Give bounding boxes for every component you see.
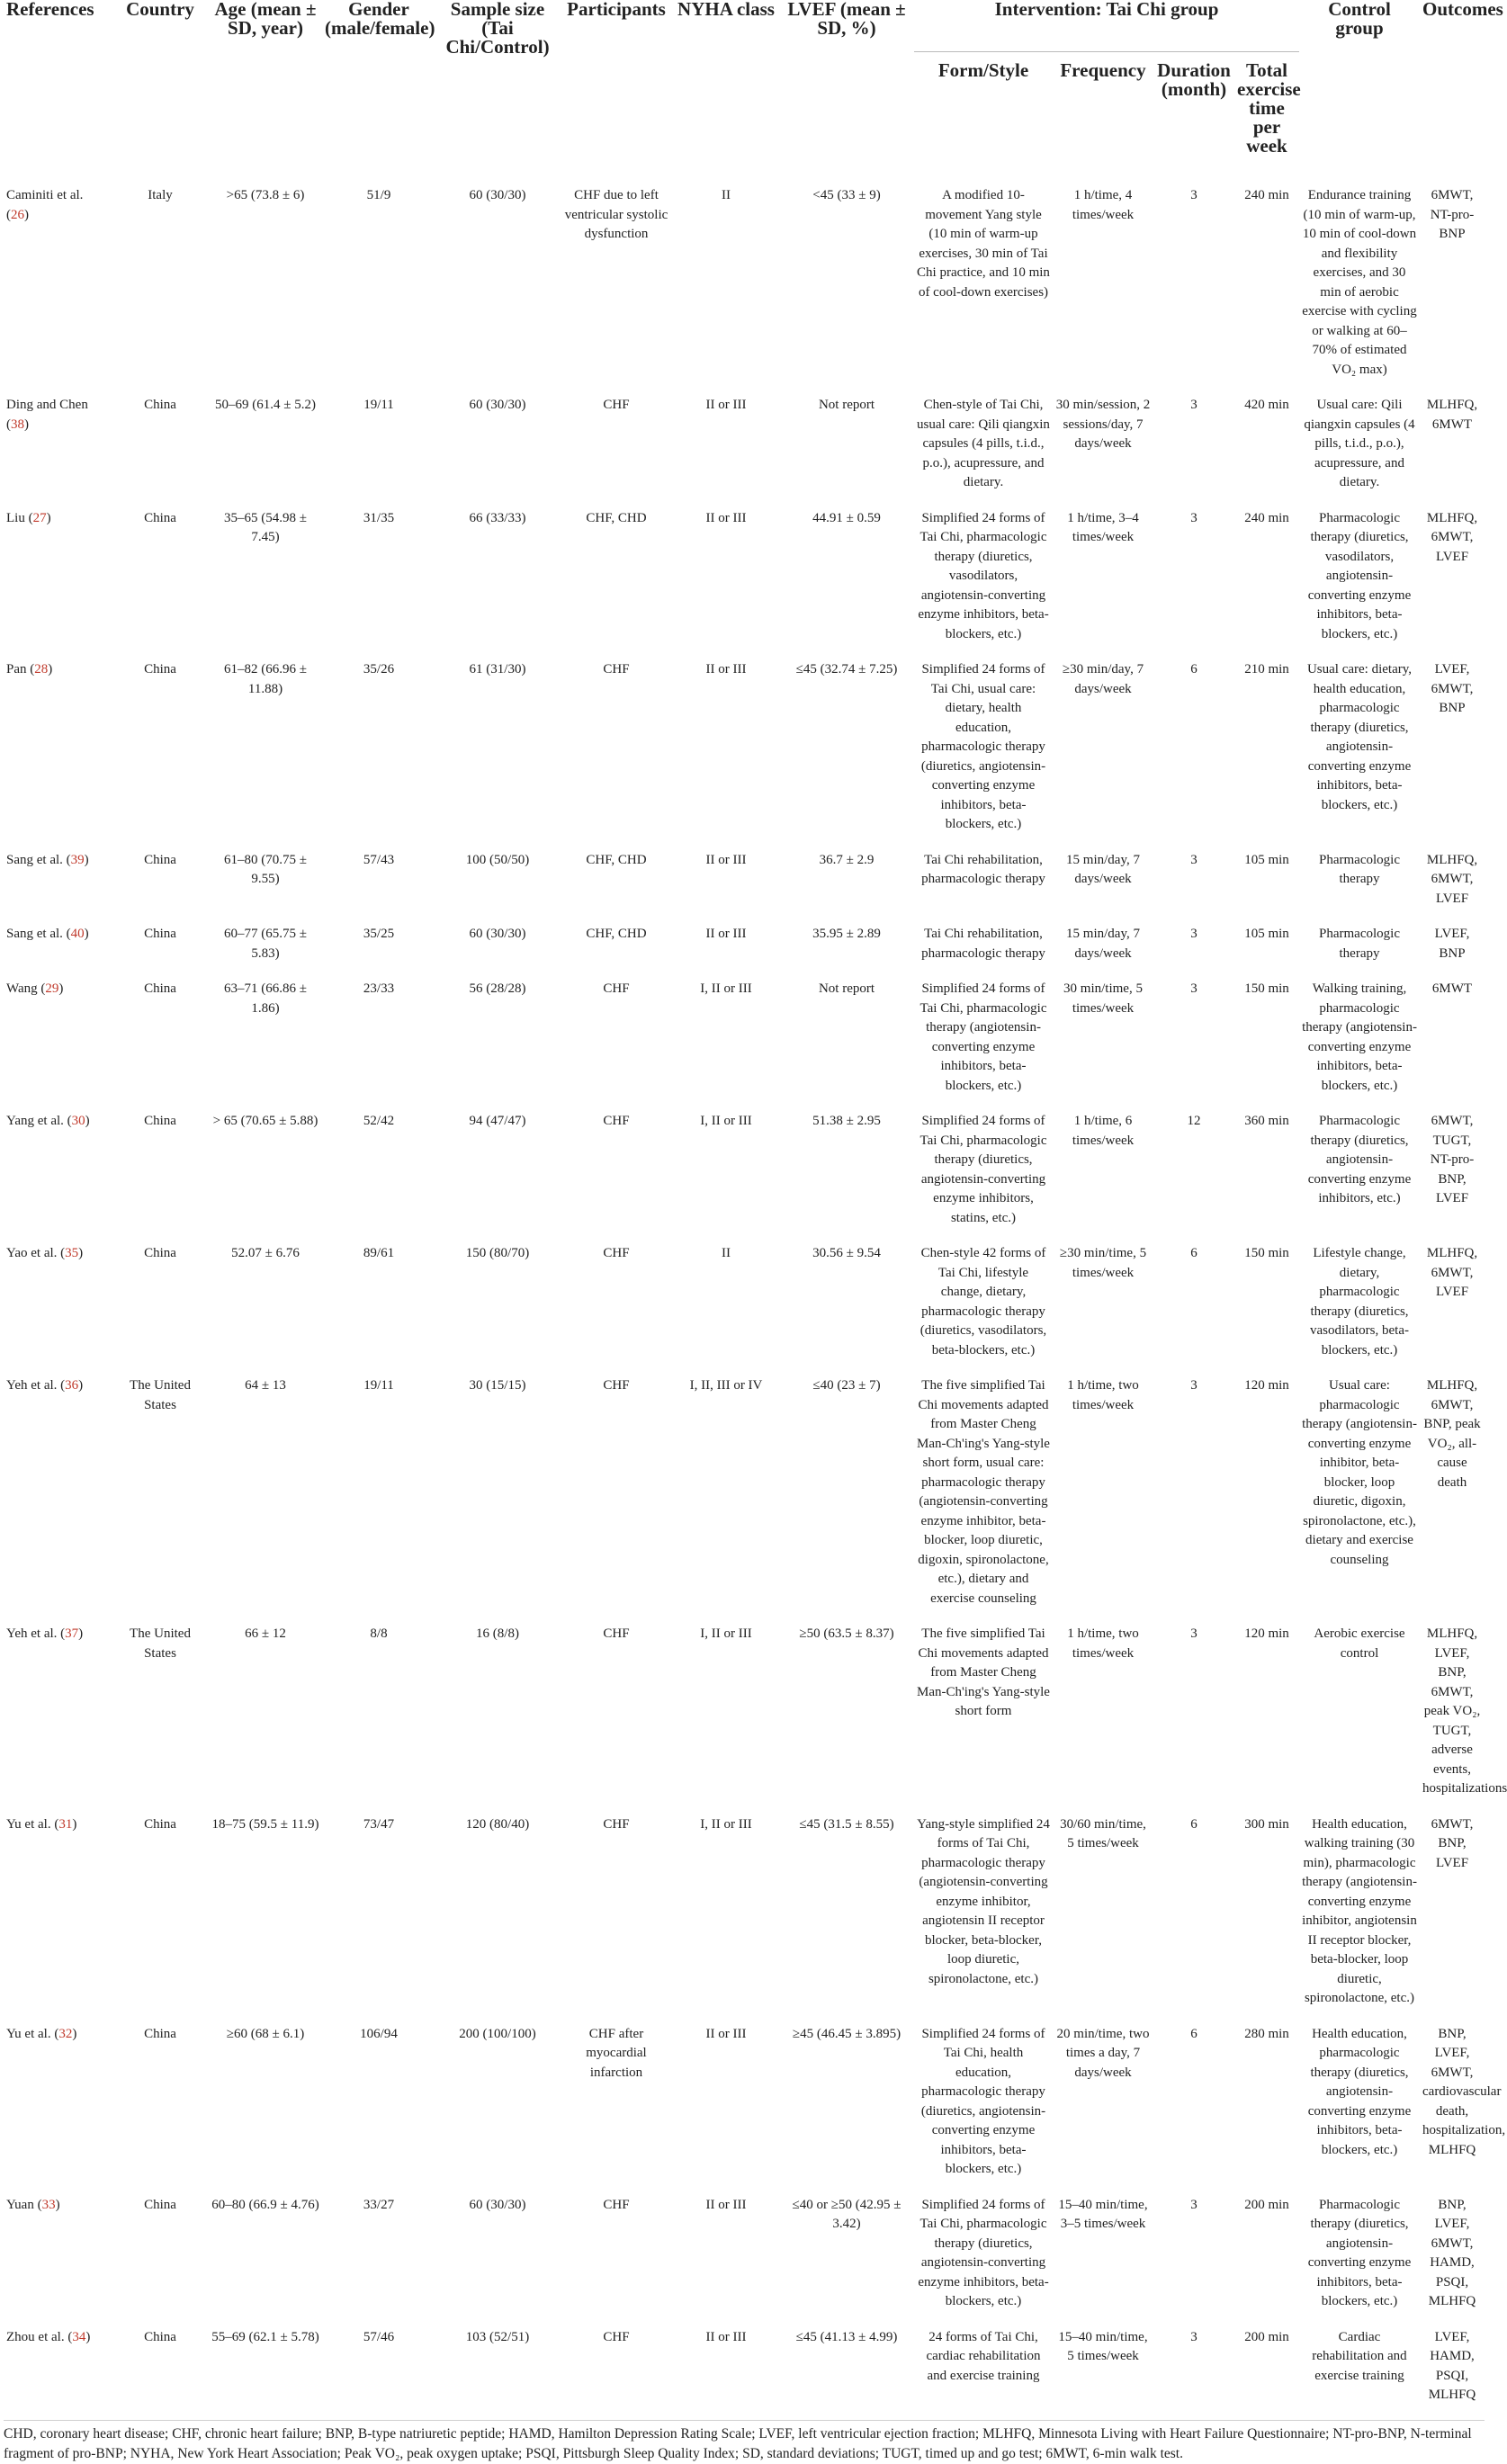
participants-cell: CHF (603, 662, 630, 676)
reference-number-link[interactable]: 34 (72, 2329, 86, 2344)
gender-cell: 19/11 (363, 1378, 394, 1393)
age-cell: 60–80 (66.9 ± 4.76) (211, 2197, 319, 2212)
control-group-cell: Lifestyle change, dietary, pharmacologic therapy (diuretics, vasodilators, beta-blockers, etc.) (1310, 1246, 1409, 1357)
age-cell: 66 ± 12 (245, 1626, 286, 1641)
form-style-cell: 24 forms of Tai Chi, cardiac rehabilitation and exercise training (926, 2329, 1041, 2383)
reference-cell: Yeh et al. (36) (6, 1378, 84, 1393)
header-intervention: Intervention: Tai Chi group (914, 0, 1299, 52)
age-cell: 60–77 (65.75 ± 5.83) (224, 927, 307, 961)
total-time-cell: 240 min (1244, 188, 1289, 202)
duration-cell: 3 (1190, 1626, 1198, 1641)
participants-cell: CHF (603, 398, 630, 412)
frequency-cell: 1 h/time, 3–4 times/week (1067, 510, 1139, 544)
sample-size-cell: 56 (28/28) (469, 981, 526, 996)
country-cell: China (144, 510, 176, 525)
sample-size-cell: 103 (52/51) (465, 2329, 530, 2344)
sample-size-cell: 16 (8/8) (476, 1626, 519, 1641)
nyha-cell: I, II, III or IV (689, 1378, 763, 1393)
table-row (4, 651, 1485, 842)
country-cell: China (144, 2197, 176, 2212)
reference-name: Yao et al. (6, 1246, 58, 1260)
age-cell: 18–75 (59.5 ± 11.9) (211, 1816, 319, 1832)
form-style-cell: A modified 10-movement Yang style (10 min of warm-up exercises, 30 min of Tai Chi practice, and 10 min of cool-down exercises) (917, 188, 1050, 300)
table-row (4, 971, 1485, 1103)
nyha-cell: II or III (705, 2329, 747, 2344)
nyha-cell: I, II or III (700, 1114, 752, 1128)
reference-cell: Sang et al. (39) (6, 852, 89, 867)
gender-cell: 23/33 (363, 981, 395, 996)
age-cell: 63–71 (66.86 ± 1.86) (224, 981, 307, 1016)
frequency-cell: 20 min/time, two times a day, 7 days/week (1056, 2026, 1150, 2080)
participants-cell: CHF (603, 1378, 630, 1393)
header-duration: Duration (month) (1157, 59, 1231, 100)
frequency-cell: 30 min/time, 5 times/week (1063, 981, 1143, 1016)
table-footnote: CHD, coronary heart disease; CHF, chronic heart failure; BNP, B-type natriuretic peptide; HAMD, Hamilton Depression Rating Scale; LVEF, left ventricular ejection fraction; MLHFQ, Minnesota Living with Heart Failure Questionnaire; NT-pro-BNP, N-terminal fragment of pro-BNP; NYHA, New York Heart Association; Peak VO₂, peak oxygen uptake; PSQI, Pittsburgh Sleep Quality Index; SD, standard deviations; TUGT, timed up and go test; 6MWT, 6-min walk test. (4, 2420, 1485, 2464)
participants-cell: CHF (603, 1626, 630, 1641)
frequency-cell: ≥30 min/day, 7 days/week (1062, 662, 1144, 696)
total-time-cell: 210 min (1244, 662, 1289, 676)
outcomes-cell: 6MWT, BNP, LVEF (1431, 1816, 1474, 1870)
country-cell: China (144, 1114, 176, 1128)
reference-number-link[interactable]: 29 (45, 981, 59, 996)
table-row (4, 916, 1485, 971)
gender-cell: 33/27 (363, 2197, 395, 2212)
sample-size-cell: 100 (50/50) (465, 852, 530, 867)
table-row (4, 1235, 1485, 1367)
outcomes-cell: LVEF, 6MWT, BNP (1431, 662, 1474, 715)
duration-cell: 3 (1190, 981, 1198, 996)
lvef-cell: Not report (818, 981, 875, 996)
header-references: References (6, 0, 94, 20)
nyha-cell: I, II or III (700, 1626, 752, 1641)
frequency-cell: 30 min/session, 2 sessions/day, 7 days/week (1055, 398, 1151, 451)
participants-cell: CHF (603, 2329, 630, 2344)
frequency-cell: 1 h/time, two times/week (1067, 1378, 1139, 1412)
country-cell: China (144, 1246, 176, 1260)
duration-cell: 3 (1190, 2329, 1198, 2344)
reference-name: Pan (6, 662, 27, 676)
nyha-cell: II or III (705, 852, 747, 867)
header-total-time: Total exercise time per week (1237, 59, 1301, 157)
lvef-cell: 36.7 ± 2.9 (819, 852, 875, 867)
reference-number-link[interactable]: 30 (71, 1114, 85, 1128)
form-style-cell: The five simplified Tai Chi movements adapted from Master Cheng Man-Ch'ing's Yang-style short form (917, 1626, 1050, 1718)
header-form-style: Form/Style (937, 59, 1029, 81)
gender-cell: 89/61 (363, 1246, 395, 1260)
gender-cell: 73/47 (363, 1816, 395, 1832)
frequency-cell: 15 min/day, 7 days/week (1066, 927, 1140, 961)
reference-name: Yuan (6, 2197, 34, 2212)
reference-cell: Yu et al. (32) (6, 2026, 77, 2041)
gender-cell: 31/35 (363, 510, 395, 525)
frequency-cell: ≥30 min/time, 5 times/week (1059, 1246, 1147, 1280)
participants-cell: CHF (603, 981, 630, 996)
country-cell: China (144, 852, 176, 867)
gender-cell: 106/94 (360, 2026, 398, 2041)
outcomes-cell: 6MWT (1431, 981, 1473, 996)
total-time-cell: 200 min (1244, 2329, 1289, 2344)
table-row (4, 1806, 1485, 2016)
total-time-cell: 105 min (1244, 927, 1289, 941)
reference-name: Yu et al. (6, 1816, 51, 1832)
total-time-cell: 200 min (1244, 2197, 1289, 2212)
table-row (4, 842, 1485, 917)
reference-cell: Yu et al. (31) (6, 1816, 77, 1832)
age-cell: > 65 (70.65 ± 5.88) (212, 1114, 318, 1128)
total-time-cell: 240 min (1244, 510, 1289, 525)
frequency-cell: 1 h/time, 4 times/week (1072, 188, 1135, 222)
age-cell: 64 ± 13 (245, 1378, 286, 1393)
lvef-cell: 30.56 ± 9.54 (812, 1246, 881, 1260)
duration-cell: 6 (1190, 1246, 1198, 1260)
reference-cell: Zhou et al. (34) (6, 2329, 91, 2344)
reference-name: Wang (6, 981, 38, 996)
gender-cell: 19/11 (363, 398, 394, 412)
reference-name: Yeh et al. (6, 1626, 58, 1641)
form-style-cell: Simplified 24 forms of Tai Chi, usual care: dietary, health education, pharmacologic therapy (diuretics, angiotensin-converting enzyme inhibitors, beta-blockers, etc.) (920, 662, 1046, 831)
table-row (4, 387, 1485, 500)
control-group-cell: Health education, walking training (30 min), pharmacologic therapy (angiotensin-converting enzyme inhibitor, angiotensin II receptor blocker, beta-blocker, loop diuretic, spironolactone, etc.) (1302, 1816, 1417, 2005)
form-style-cell: Simplified 24 forms of Tai Chi, pharmacologic therapy (diuretics, angiotensin-converting enzyme inhibitors, beta-blockers, etc.) (918, 2197, 1049, 2308)
reference-number-link[interactable]: 28 (34, 662, 49, 676)
form-style-cell: Chen-style of Tai Chi, usual care: Qili qiangxin capsules (4 pills, t.i.d., p.o.), acupressure, and dietary. (917, 398, 1050, 489)
control-group-cell: Endurance training (10 min of warm-up, 10 min of cool-down and flexibility exercises, and 30 min of aerobic exercise with cycling or walking at 60–70% of estimated VO₂ max) (1302, 188, 1417, 377)
reference-cell: Pan (28) (6, 662, 53, 676)
reference-name: Zhou et al. (6, 2329, 65, 2344)
table-row (4, 174, 1485, 387)
sample-size-cell: 94 (47/47) (469, 1114, 526, 1128)
country-cell: Italy (148, 188, 173, 202)
sample-size-cell: 66 (33/33) (469, 510, 526, 525)
sample-size-cell: 120 (80/40) (465, 1816, 530, 1832)
reference-name: Sang et al. (6, 927, 63, 941)
table-row (4, 1103, 1485, 1235)
participants-cell: CHF after myocardial infarction (586, 2026, 647, 2080)
outcomes-cell: MLHFQ, LVEF, BNP, 6MWT, peak VO₂, TUGT, adverse events, hospitalizations (1422, 1626, 1507, 1796)
header-control-group: Control group (1328, 0, 1391, 39)
reference-name: Yu et al. (6, 2026, 51, 2041)
reference-name: Yang et al. (6, 1114, 64, 1128)
lvef-cell: ≤45 (41.13 ± 4.99) (795, 2329, 898, 2344)
form-style-cell: Simplified 24 forms of Tai Chi, pharmacologic therapy (diuretics, angiotensin-converting enzyme inhibitors, statins, etc.) (919, 1114, 1047, 1225)
reference-number-link[interactable]: 39 (70, 852, 85, 867)
control-group-cell: Pharmacologic therapy (diuretics, angiotensin-converting enzyme inhibitors, beta-blockers, etc.) (1307, 2197, 1412, 2308)
participants-cell: CHF (603, 1246, 630, 1260)
lvef-cell: ≤45 (32.74 ± 7.25) (795, 662, 898, 676)
form-style-cell: Simplified 24 forms of Tai Chi, pharmacologic therapy (angiotensin-converting enzyme inhibitors, beta-blockers, etc.) (919, 981, 1047, 1093)
control-group-cell: Pharmacologic therapy (diuretics, vasodilators, angiotensin-converting enzyme inhibitors, beta-blockers, etc.) (1307, 510, 1412, 641)
control-group-cell: Usual care: Qili qiangxin capsules (4 pills, t.i.d., p.o.), acupressure, and dietary. (1304, 398, 1415, 489)
table-header (4, 0, 1503, 174)
reference-number-link[interactable]: 35 (65, 1246, 79, 1260)
reference-number-link[interactable]: 32 (58, 2026, 73, 2041)
reference-cell: Ding and Chen (38) (6, 398, 88, 432)
lvef-cell: <45 (33 ± 9) (812, 188, 881, 202)
reference-cell: Caminiti et al. (26) (6, 188, 84, 222)
table-row (4, 500, 1485, 652)
country-cell: China (144, 2026, 176, 2041)
gender-cell: 35/26 (363, 662, 395, 676)
header-frequency: Frequency (1060, 59, 1146, 81)
sample-size-cell: 60 (30/30) (469, 927, 526, 941)
form-style-cell: Tai Chi rehabilitation, pharmacologic therapy (921, 927, 1045, 961)
reference-cell: Yao et al. (35) (6, 1246, 84, 1260)
reference-number-link[interactable]: 37 (65, 1626, 79, 1641)
outcomes-cell: MLHFQ, 6MWT, LVEF (1426, 510, 1478, 564)
outcomes-cell: MLHFQ, 6MWT (1426, 398, 1478, 432)
sample-size-cell: 150 (80/70) (465, 1246, 530, 1260)
participants-cell: CHF (603, 1114, 630, 1128)
sample-size-cell: 60 (30/30) (469, 188, 526, 202)
country-cell: China (144, 398, 176, 412)
total-time-cell: 360 min (1244, 1114, 1289, 1128)
table-row (4, 2016, 1485, 2187)
gender-cell: 35/25 (363, 927, 395, 941)
participants-cell: CHF, CHD (586, 927, 647, 941)
age-cell: 55–69 (62.1 ± 5.78) (211, 2329, 319, 2344)
outcomes-cell: 6MWT, TUGT, NT-pro-BNP, LVEF (1430, 1114, 1475, 1205)
country-cell: China (144, 981, 176, 996)
header-outcomes: Outcomes (1422, 0, 1503, 20)
gender-cell: 57/46 (363, 2329, 395, 2344)
duration-cell: 3 (1190, 398, 1198, 412)
form-style-cell: Simplified 24 forms of Tai Chi, health education, pharmacologic therapy (diuretics, angiotensin-converting enzyme inhibitors, beta-blockers, etc.) (920, 2026, 1046, 2176)
lvef-cell: ≥50 (63.5 ± 8.37) (799, 1626, 894, 1641)
reference-name: Liu (6, 510, 25, 525)
reference-cell: Yeh et al. (37) (6, 1626, 84, 1641)
nyha-cell: II or III (705, 398, 747, 412)
sample-size-cell: 200 (100/100) (459, 2026, 536, 2041)
reference-cell: Liu (27) (6, 510, 51, 525)
control-group-cell: Pharmacologic therapy (1319, 852, 1400, 886)
reference-number-link[interactable]: 38 (11, 417, 24, 432)
duration-cell: 3 (1190, 852, 1198, 867)
duration-cell: 12 (1187, 1114, 1201, 1128)
gender-cell: 52/42 (363, 1114, 395, 1128)
header-sample-size: Sample size (Tai Chi/Control) (445, 0, 550, 58)
nyha-cell: II or III (705, 2026, 747, 2041)
nyha-cell: I, II or III (700, 1816, 752, 1832)
age-cell: >65 (73.8 ± 6) (226, 188, 305, 202)
duration-cell: 6 (1190, 1816, 1198, 1832)
header-participants: Participants (567, 0, 666, 20)
participants-cell: CHF (603, 2197, 630, 2212)
country-cell: China (144, 1816, 176, 1832)
participants-cell: CHF, CHD (586, 852, 647, 867)
country-cell: The United States (130, 1378, 191, 1412)
frequency-cell: 15–40 min/time, 3–5 times/week (1058, 2197, 1148, 2231)
total-time-cell: 105 min (1244, 852, 1289, 867)
participants-cell: CHF due to left ventricular systolic dysfunction (564, 188, 668, 241)
outcomes-cell: 6MWT, NT-pro-BNP (1430, 188, 1475, 241)
reference-number-link[interactable]: 31 (58, 1816, 73, 1832)
reference-name: Sang et al. (6, 852, 63, 867)
outcomes-cell: BNP, LVEF, 6MWT, cardiovascular death, hospitalization, MLHFQ (1422, 2026, 1506, 2157)
age-cell: 61–80 (70.75 ± 9.55) (224, 852, 307, 886)
lvef-cell: ≥45 (46.45 ± 3.895) (792, 2026, 902, 2041)
frequency-cell: 1 h/time, two times/week (1067, 1626, 1139, 1661)
lvef-cell: 51.38 ± 2.95 (812, 1114, 881, 1128)
control-group-cell: Pharmacologic therapy (diuretics, angiotensin-converting enzyme inhibitors, etc.) (1307, 1114, 1412, 1205)
total-time-cell: 280 min (1244, 2026, 1289, 2041)
outcomes-cell: MLHFQ, 6MWT, BNP, peak VO₂, all-cause death (1423, 1378, 1481, 1490)
total-time-cell: 150 min (1244, 981, 1289, 996)
country-cell: China (144, 662, 176, 676)
reference-number-link[interactable]: 40 (70, 927, 85, 941)
lvef-cell: ≤45 (31.5 ± 8.55) (799, 1816, 894, 1832)
duration-cell: 3 (1190, 510, 1198, 525)
control-group-cell: Walking training, pharmacologic therapy (angiotensin-converting enzyme inhibitors, beta-blockers, etc.) (1302, 981, 1417, 1093)
sample-size-cell: 60 (30/30) (469, 398, 526, 412)
outcomes-cell: MLHFQ, 6MWT, LVEF (1426, 852, 1478, 906)
country-cell: China (144, 2329, 176, 2344)
form-style-cell: Yang-style simplified 24 forms of Tai Chi, pharmacologic therapy (angiotensin-converting enzyme inhibitor, angiotensin II receptor blocker, beta-blocker, loop diuretic, spironolactone, etc.) (917, 1816, 1050, 1986)
duration-cell: 3 (1190, 188, 1198, 202)
lvef-cell: 35.95 ± 2.89 (812, 927, 881, 941)
duration-cell: 3 (1190, 1378, 1198, 1393)
control-group-cell: Usual care: pharmacologic therapy (angiotensin-converting enzyme inhibitor, beta-blocker, loop diuretic, digoxin, spironolactone, etc.), dietary and exercise counseling (1302, 1378, 1417, 1567)
lvef-cell: ≤40 or ≥50 (42.95 ± 3.42) (792, 2197, 902, 2231)
table-body (4, 174, 1507, 2413)
reference-number-link[interactable]: 27 (32, 510, 47, 525)
reference-cell: Sang et al. (40) (6, 927, 89, 941)
header-nyha: NYHA class (677, 0, 775, 20)
control-group-cell: Usual care: dietary, health education, pharmacologic therapy (diuretics, angiotensin-converting enzyme inhibitors, beta-blockers, etc.) (1306, 662, 1413, 812)
nyha-cell: II or III (705, 2197, 747, 2212)
sample-size-cell: 61 (31/30) (469, 662, 526, 676)
sample-size-cell: 30 (15/15) (469, 1378, 526, 1393)
nyha-cell: II or III (705, 662, 747, 676)
control-group-cell: Aerobic exercise control (1314, 1626, 1405, 1661)
age-cell: 61–82 (66.96 ± 11.88) (224, 662, 307, 696)
gender-cell: 8/8 (370, 1626, 388, 1641)
lvef-cell: ≤40 (23 ± 7) (812, 1378, 881, 1393)
reference-cell: Yuan (33) (6, 2197, 60, 2212)
participants-cell: CHF, CHD (586, 510, 647, 525)
duration-cell: 3 (1190, 2197, 1198, 2212)
total-time-cell: 120 min (1244, 1626, 1289, 1641)
total-time-cell: 420 min (1244, 398, 1289, 412)
lvef-cell: Not report (818, 398, 875, 412)
reference-cell: Wang (29) (6, 981, 64, 996)
form-style-cell: The five simplified Tai Chi movements adapted from Master Cheng Man-Ch'ing's Yang-style short form, usual care: pharmacologic therapy (angiotensin-converting enzyme inhibitor, beta-blocker, loop diuretic, digoxin, spironolactone, etc.), dietary and exercise counseling (917, 1378, 1050, 1606)
nyha-cell: II (722, 188, 731, 202)
duration-cell: 6 (1190, 2026, 1198, 2041)
duration-cell: 6 (1190, 662, 1198, 676)
reference-number-link[interactable]: 26 (11, 207, 24, 222)
frequency-cell: 15–40 min/time, 5 times/week (1058, 2329, 1148, 2363)
outcomes-cell: LVEF, BNP (1434, 927, 1470, 961)
sample-size-cell: 60 (30/30) (469, 2197, 526, 2212)
age-cell: 35–65 (54.98 ± 7.45) (224, 510, 307, 544)
outcomes-cell: MLHFQ, 6MWT, LVEF (1426, 1246, 1478, 1299)
total-time-cell: 150 min (1244, 1246, 1289, 1260)
table-row (4, 1367, 1485, 1616)
reference-cell: Yang et al. (30) (6, 1114, 90, 1128)
form-style-cell: Tai Chi rehabilitation, pharmacologic therapy (921, 852, 1045, 886)
nyha-cell: II or III (705, 510, 747, 525)
form-style-cell: Chen-style 42 forms of Tai Chi, lifestyle change, dietary, pharmacologic therapy (diuretics, vasodilators, beta-blockers, etc.) (919, 1246, 1047, 1357)
control-group-cell: Pharmacologic therapy (1319, 927, 1400, 961)
table-row (4, 1616, 1485, 1806)
age-cell: ≥60 (68 ± 6.1) (226, 2026, 305, 2041)
frequency-cell: 1 h/time, 6 times/week (1072, 1114, 1135, 1148)
header-country: Country (126, 0, 194, 20)
header-age: Age (mean ± SD, year) (214, 0, 317, 39)
reference-number-link[interactable]: 33 (41, 2197, 56, 2212)
total-time-cell: 120 min (1244, 1378, 1289, 1393)
nyha-cell: II or III (705, 927, 747, 941)
total-time-cell: 300 min (1244, 1816, 1289, 1832)
outcomes-cell: BNP, LVEF, 6MWT, HAMD, PSQI, MLHFQ (1428, 2197, 1476, 2308)
reference-name: Yeh et al. (6, 1378, 58, 1393)
control-group-cell: Health education, pharmacologic therapy (diuretics, angiotensin-converting enzyme inhibitors, beta-blockers, etc.) (1307, 2026, 1412, 2157)
header-gender: Gender (male/female) (325, 0, 435, 39)
reference-number-link[interactable]: 36 (65, 1378, 79, 1393)
frequency-cell: 30/60 min/time, 5 times/week (1060, 1816, 1146, 1850)
header-lvef: LVEF (mean ± SD, %) (787, 0, 906, 39)
duration-cell: 3 (1190, 927, 1198, 941)
gender-cell: 51/9 (366, 188, 391, 202)
nyha-cell: II (722, 1246, 731, 1260)
participants-cell: CHF (603, 1816, 630, 1832)
control-group-cell: Cardiac rehabilitation and exercise training (1312, 2329, 1407, 2383)
gender-cell: 57/43 (363, 852, 395, 867)
form-style-cell: Simplified 24 forms of Tai Chi, pharmacologic therapy (diuretics, vasodilators, angiotensin-converting enzyme inhibitors, beta-blockers, etc.) (918, 510, 1049, 641)
country-cell: The United States (130, 1626, 191, 1661)
outcomes-cell: LVEF, HAMD, PSQI, MLHFQ (1428, 2329, 1476, 2402)
reference-name: Caminiti et al. (6, 188, 84, 202)
study-characteristics-table (4, 0, 1507, 2413)
table-row (4, 2187, 1485, 2319)
frequency-cell: 15 min/day, 7 days/week (1066, 852, 1140, 886)
age-cell: 50–69 (61.4 ± 5.2) (215, 398, 316, 412)
nyha-cell: I, II or III (700, 981, 752, 996)
country-cell: China (144, 927, 176, 941)
age-cell: 52.07 ± 6.76 (231, 1246, 300, 1260)
lvef-cell: 44.91 ± 0.59 (812, 510, 881, 525)
reference-name: Ding and Chen (6, 398, 88, 412)
table-row (4, 2319, 1485, 2413)
